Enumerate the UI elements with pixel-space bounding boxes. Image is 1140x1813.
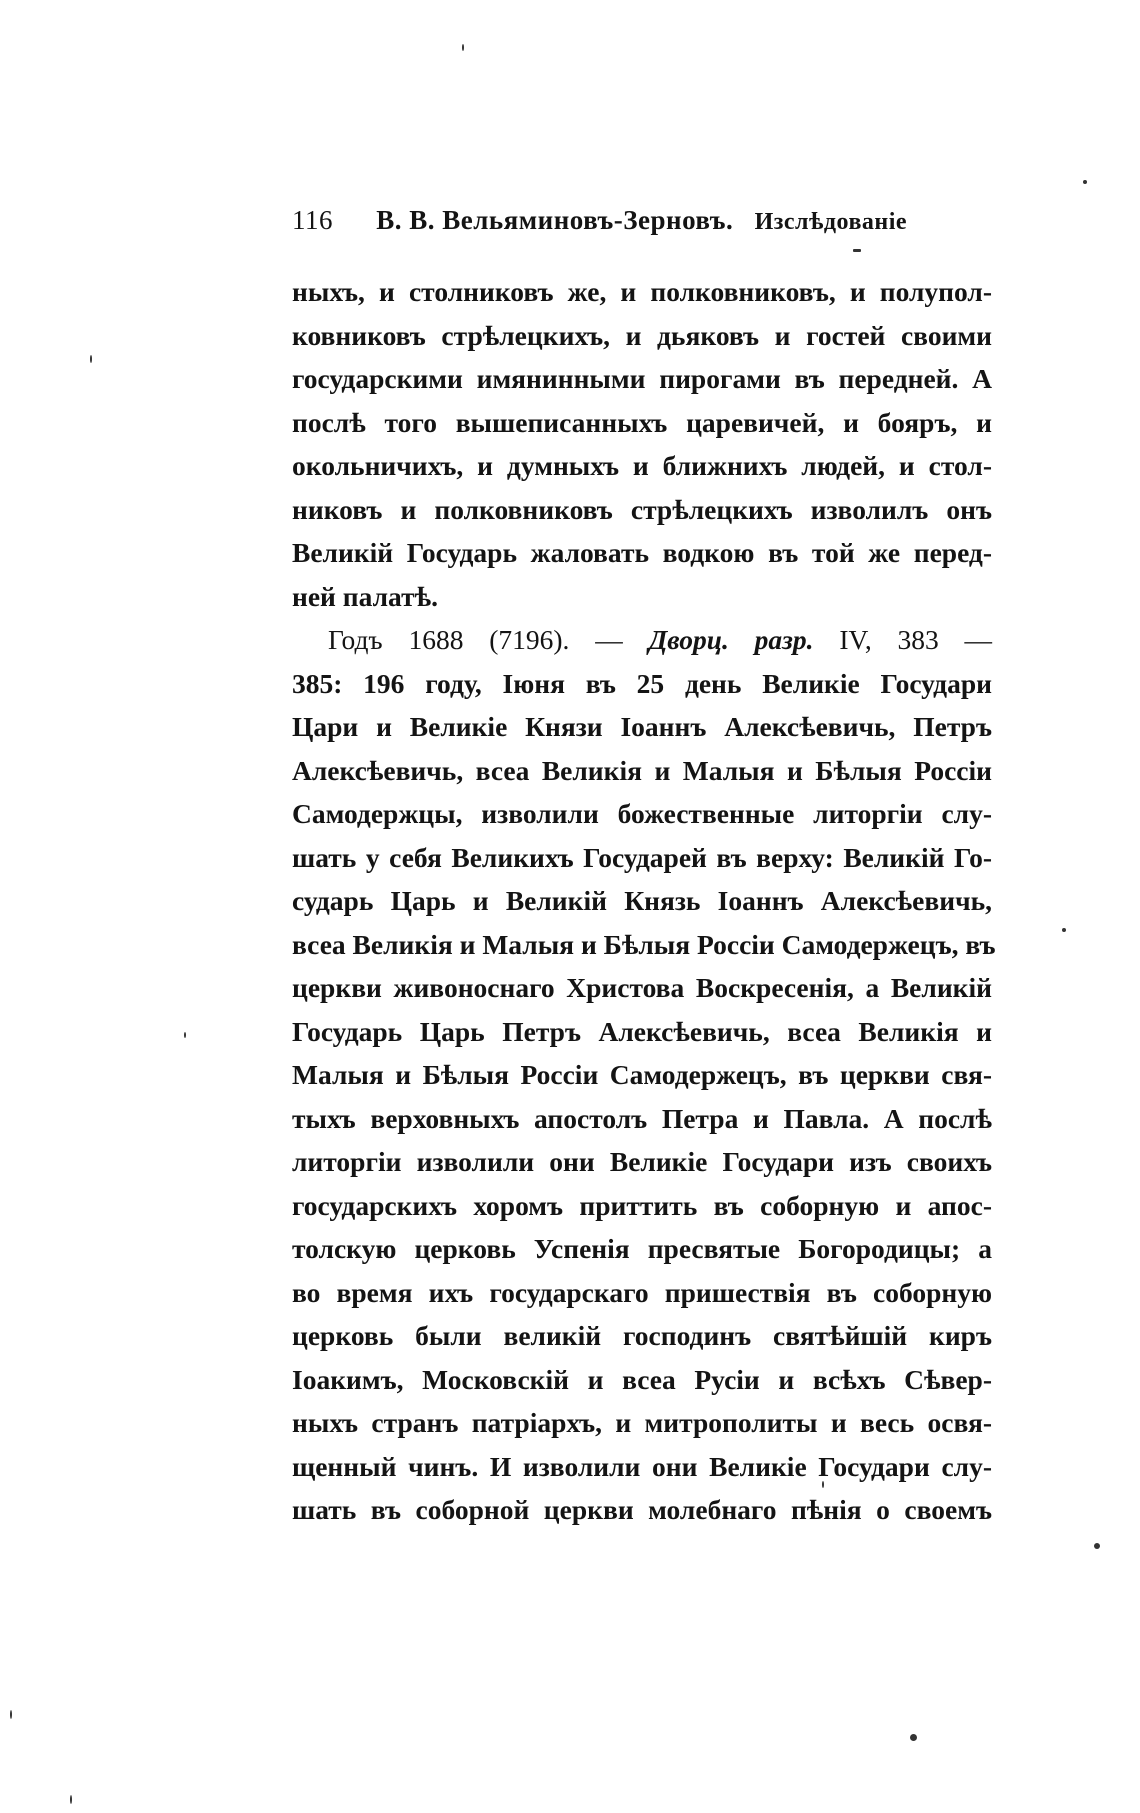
- text-line: окольничихъ, и думныхъ и ближнихъ людей, и стол-: [292, 450, 992, 481]
- text-line: ныхъ, и столниковъ же, и полковниковъ, и полупол-: [292, 276, 992, 307]
- text-line: Малыя и Бѣлыя Россіи Самодержецъ, въ церкви свя-: [292, 1059, 992, 1090]
- entry-ref: IV, 383 —: [839, 624, 993, 655]
- scan-speck: [853, 249, 861, 252]
- entry-year: Годъ 1688 (7196). —: [328, 624, 623, 655]
- text-line: государскихъ хоромъ приттить въ соборную и апос-: [292, 1189, 992, 1221]
- scan-speck: [70, 1795, 72, 1804]
- text-line: государскими имянинными пирогами въ передней. А: [292, 363, 992, 394]
- running-head-author: В. В. Вельяминовъ-Зерновъ.: [376, 205, 734, 235]
- text-line: Іоакимъ, Московскій и всеа Русіи и всѣхъ Сѣвер-: [292, 1363, 992, 1395]
- text-line: шать въ соборной церкви молебнаго пѣнія о своемъ: [292, 1494, 992, 1525]
- running-head: [292, 205, 992, 245]
- text-line: Государь Царь Петръ Алексѣевичь, всеа Великія и: [292, 1015, 992, 1047]
- scan-speck: [1083, 180, 1087, 184]
- scan-speck: [822, 1481, 824, 1488]
- text-line: Великій Государь жаловать водкою въ той же перед-: [292, 537, 992, 568]
- text-line: ковниковъ стрѣлецкихъ, и дьяковъ и гостей своими: [292, 319, 992, 351]
- text-line: во время ихъ государскаго пришествія въ соборную: [292, 1276, 992, 1308]
- scan-speck: [10, 1710, 12, 1719]
- entry-heading-line: [292, 618, 992, 662]
- text-line: сударь Царь и Великій Князь Іоаннъ Алексѣевичь,: [292, 885, 992, 916]
- text-line: ней палатѣ.: [292, 580, 438, 612]
- text-line: щенный чинъ. И изволили они Великіе Государи слу-: [292, 1450, 992, 1482]
- text-line: литоргіи изволили они Великіе Государи изъ своихъ: [292, 1146, 992, 1177]
- scan-speck: [462, 44, 464, 51]
- entry-source: Дворц. разр.: [648, 624, 814, 655]
- text-line: толскую церковь Успенія пресвятые Богородицы; а: [292, 1233, 992, 1264]
- scan-speck: [184, 1032, 186, 1038]
- text-line: шать у себя Великихъ Государей въ верху: Великій Го-: [292, 841, 992, 873]
- text-line: послѣ того вышеписанныхъ царевичей, и бояръ, и: [292, 406, 992, 438]
- text-line: тыхъ верховныхъ апостолъ Петра и Павла. А послѣ: [292, 1102, 992, 1134]
- scan-speck: [90, 355, 92, 363]
- text-line: Самодержцы, изволили божественные литоргіи слу-: [292, 798, 992, 829]
- text-line: 385: 196 году, Іюня въ 25 день Великіе Государи: [292, 667, 992, 699]
- running-head-title: Изслѣдованіе: [754, 209, 908, 235]
- text-line: Цари и Великіе Князи Іоаннъ Алексѣевичь, Петръ: [292, 711, 992, 742]
- scan-speck: [910, 1734, 917, 1741]
- body-text: [292, 270, 996, 1532]
- text-line: всеа Великія и Малыя и Бѣлыя Россіи Самодержецъ, въ: [292, 928, 996, 960]
- scan-speck: [1094, 1543, 1100, 1549]
- text-line: церковь были великій господинъ святѣйшій киръ: [292, 1320, 992, 1351]
- text-line: ныхъ странъ патріархъ, и митрополиты и весь освя-: [292, 1407, 992, 1438]
- scan-speck: [1062, 928, 1066, 932]
- page-number: 116: [292, 205, 333, 235]
- text-line: никовъ и полковниковъ стрѣлецкихъ изволилъ онъ: [292, 493, 992, 525]
- text-line: церкви живоноснаго Христова Воскресенія, а Великій: [292, 972, 992, 1003]
- text-line: Алексѣевичь, всеа Великія и Малыя и Бѣлыя Россіи: [292, 754, 992, 786]
